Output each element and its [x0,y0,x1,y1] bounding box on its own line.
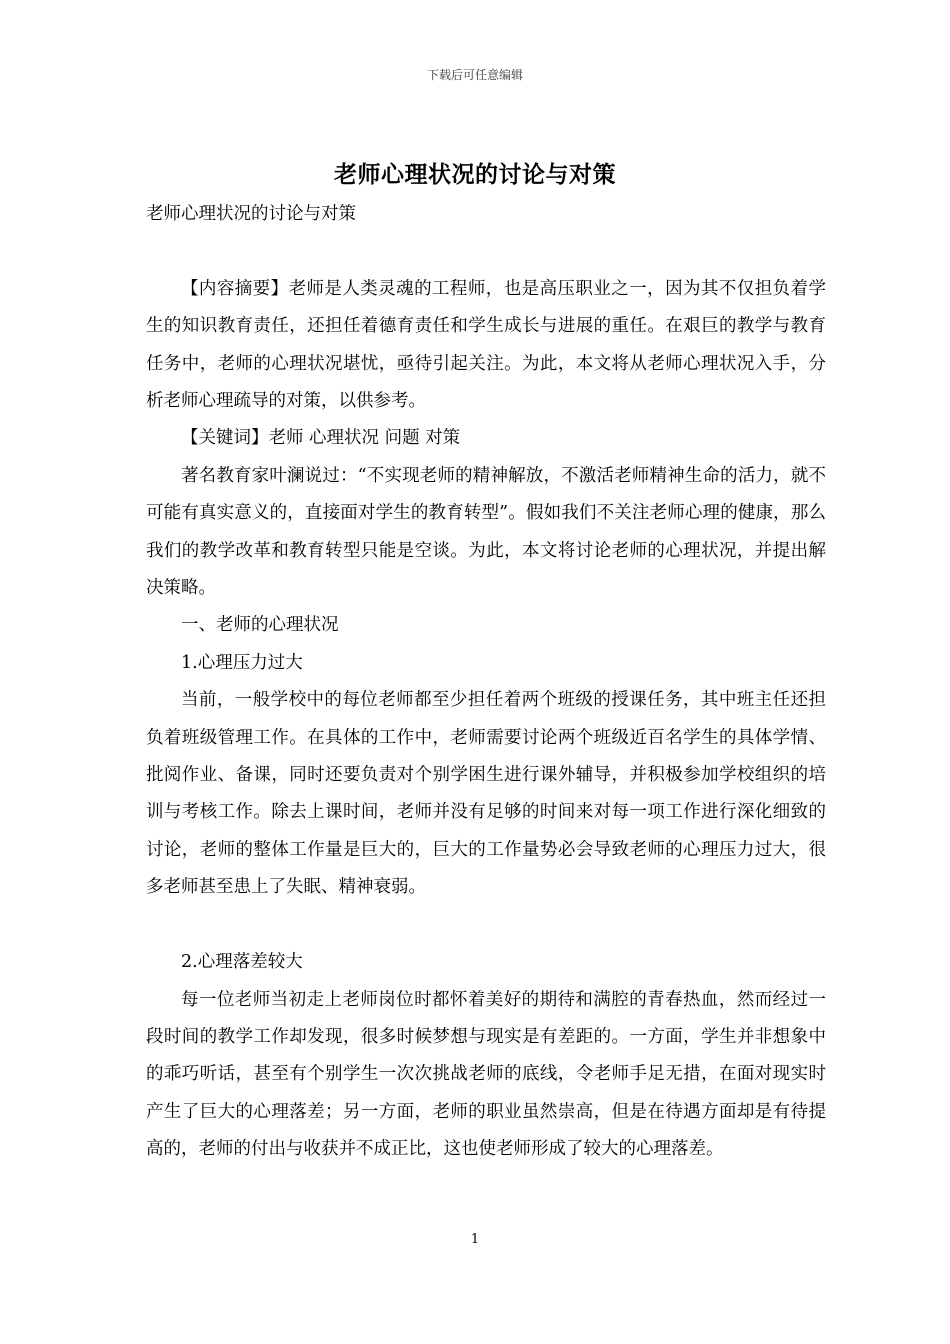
intro-paragraph: 著名教育家叶澜说过：“不实现老师的精神解放，不激活老师精神生命的活力，就不可能有真实意义的，直接面对学生的教育转型”。假如我们不关注老师心理的健康，那么我们的教学改革和教育转型只能是空谈。为此，本文将讨论老师的心理状况，并提出解决策略。 [146,465,826,599]
blank-line [146,907,826,944]
subsection-heading-2: 2.心理落差较大 [181,952,303,973]
subsection-body-1: 当前，一般学校中的每位老师都至少担任着两个班级的授课任务，其中班主任还担负着班级管理工作。在具体的工作中，老师需要讨论两个班级近百名学生的具体学情、批阅作业、备课，同时还要负责对个别学困生进行课外辅导，并积极参加学校组织的培训与考核工作。除去上课时间，老师并没有足够的时间来对每一项工作进行深化细致的讨论，老师的整体工作量是巨大的，巨大的工作量势必会导致老师的心理压力过大，很多老师甚至患上了失眠、精神衰弱。 [146,690,826,898]
page-number: 1 [470,1232,480,1247]
document-subtitle: 老师心理状况的讨论与对策 [146,204,356,224]
subsection-heading-1: 1.心理压力过大 [181,652,303,673]
document-title: 老师心理状况的讨论与对策 [334,161,616,188]
section-heading-1: 一、老师的心理状况 [181,615,339,636]
keywords-paragraph: 【关键词】老师 心理状况 问题 对策 [181,428,461,449]
blank-line [146,233,826,270]
subsection-body-2: 每一位老师当初走上老师岗位时都怀着美好的期待和满腔的青春热血，然而经过一段时间的教学工作却发现，很多时候梦想与现实是有差距的。一方面，学生并非想象中的乖巧听话，甚至有个别学生一次次挑战老师的底线，令老师手足无措，在面对现实时产生了巨大的心理落差；另一方面，老师的职业虽然崇高，但是在待遇方面却是有待提高的，老师的付出与收获并不成正比，这也使老师形成了较大的心理落差。 [146,989,826,1160]
page-header: 下载后可任意编辑 [426,68,523,82]
abstract-paragraph: 【内容摘要】老师是人类灵魂的工程师，也是高压职业之一，因为其不仅担负着学生的知识教育责任，还担任着德育责任和学生成长与进展的重任。在艰巨的教学与教育任务中，老师的心理状况堪忧，亟待引起关注。为此，本文将从老师心理状况入手，分析老师心理疏导的对策，以供参考。 [146,278,826,412]
document-body [146,196,826,1169]
